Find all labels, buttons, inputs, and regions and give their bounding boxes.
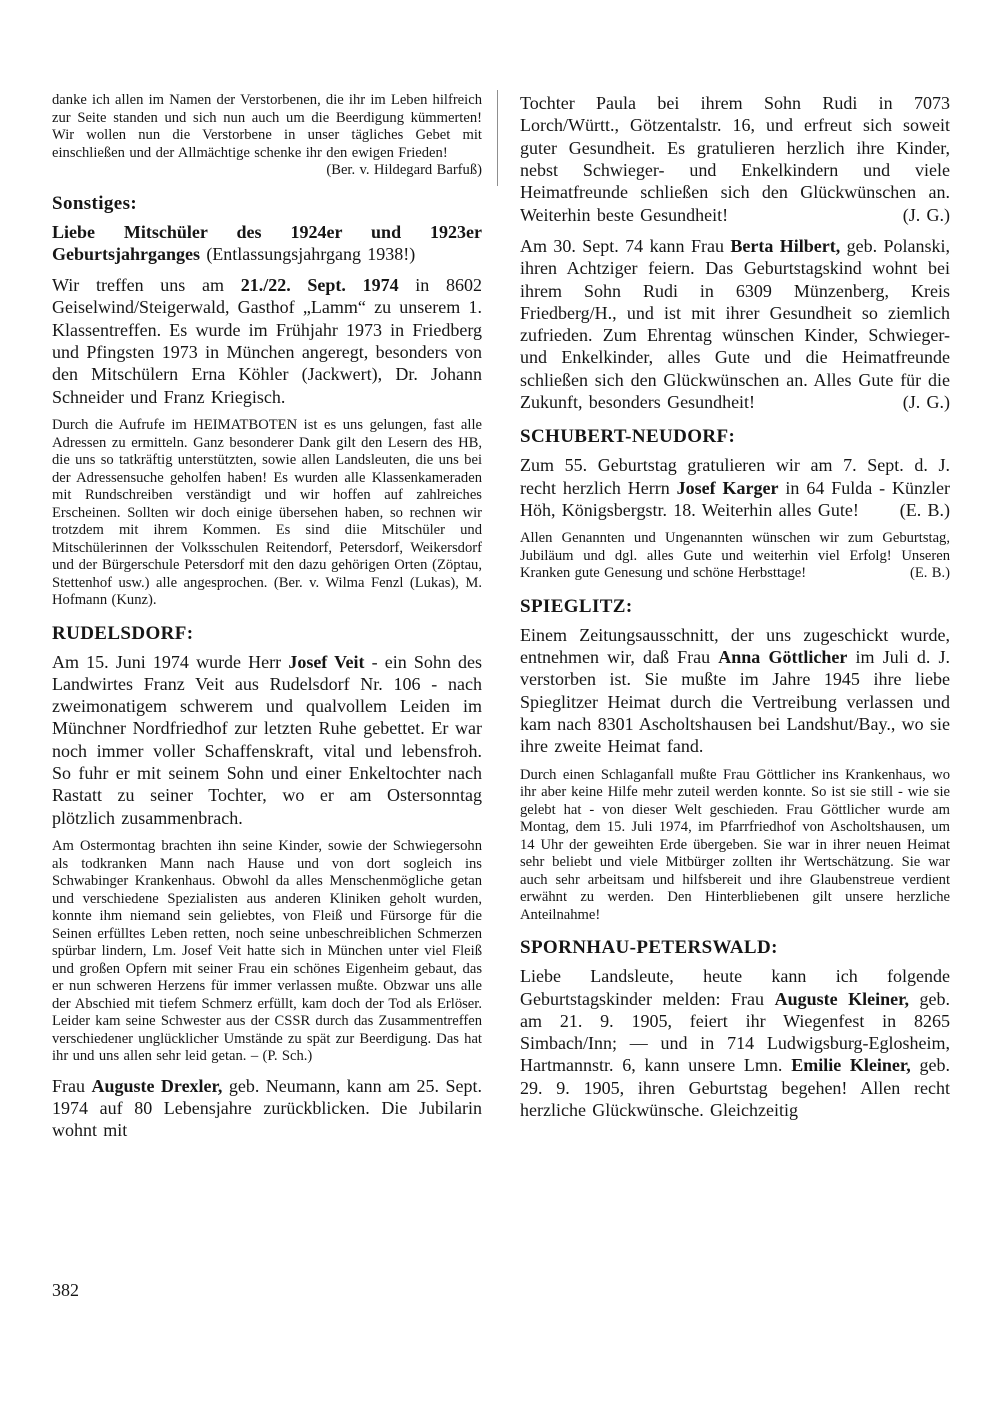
section-heading: SPIEGLITZ: (520, 595, 633, 617)
section-heading: SPORNHAU-PETERSWALD: (520, 937, 778, 959)
paragraph (520, 92, 950, 226)
bold-name-text: Berta Hilbert, (730, 235, 841, 256)
bold-name-text: Emilie Kleiner, (791, 1055, 911, 1076)
attribution-initials: (E. B.) (899, 500, 950, 520)
paragraph (520, 624, 950, 758)
text-run: Einem Zeitungsausschnitt, der uns zugeschickt wurde, entnehmen wir, daß Frau (520, 624, 950, 668)
text-run: Frau (52, 1075, 92, 1096)
section-heading: SCHUBERT-NEUDORF: (520, 426, 736, 448)
paragraph (520, 767, 950, 925)
text-run: Am 15. Juni 1974 wurde Herr (52, 651, 289, 672)
text-run: geb. 29. 9. 1905, ihren Geburtstag begehen! Allen recht herzliche Glückwünsche. Gleichzeitig (520, 1055, 950, 1121)
paragraph (520, 530, 950, 583)
two-column-layout (52, 92, 950, 1150)
bold-name-text: Josef Veit (288, 651, 365, 672)
paragraph (52, 838, 482, 1066)
text-run: Allen Genannten und Ungenannten wünschen wir zum Geburtstag, Jubiläum und dgl. alles Gute und weiterhin viel Erfolg! Unseren Kranken gute Genesung und schöne Herbsttage! (520, 530, 950, 582)
bold-name-text: Josef Karger (676, 477, 779, 498)
column-rule (497, 90, 498, 186)
bold-name-text: Auguste Drexler, (91, 1075, 223, 1096)
text-run: - ein Sohn des Landwirtes Franz Veit aus Rudelsdorf Nr. 106 - nach zweimonatigem schwerem und qualvollem Leiden im Münchner Nordfriedhof zur letzten Ruhe gebettet. Er war noch immer voller Schaffenskraft, vital und lebensfroh. So fuhr er mit seinem Sohn und einer Enkeltochter nach Rastatt zu seiner Tochter, wo er am Ostersonntag plötzlich zusammenbrach. (52, 651, 482, 828)
text-run: Durch die Aufrufe im HEIMATBOTEN ist es uns gelungen, fast alle Adressen zu ermitteln. Ganz besonderer Dank gilt den Lesern des HB, die uns so tatkräftig unterstützten, sowie allen Landsleuten, die uns bei der Adressensuche geholfen haben! Es wurden alle Klassenkameraden mit Rundschreiben verständigt und wir hoffen auf zahlreiches Erscheinen. Sollten wir doch einige übersehen haben, so rechnen wir trotzdem mit ihrem Kommen. Es sind diie Mitschüler und Mitschülerinnen der Volksschulen Reitendorf, Petersdorf, Weikersdorf und der Bürgerschule Petersdorf mit den dazu gehörigen Orten (Zöptau, Stettenhof usw.) alle angesprochen. (Ber. v. Wilma Fenzl (Lukas), M. Hofmann (Kunz). (52, 417, 482, 608)
text-run: danke ich allen im Namen der Verstorbenen, die ihr im Leben hilfreich zur Seite standen und sich nun auch um die Beerdigung kümmerten! Wir wollen nun die Verstorbene in unser tägliches Gebet mit einschließen und der Allmächtige schenke ihr den ewigen Frieden! (52, 92, 482, 161)
bold-name-text: Liebe Mitschüler des 1924er und 1923er Geburtsjahrganges (52, 221, 482, 264)
bold-name-text: 21./22. Sept. 1974 (240, 275, 399, 296)
text-run: (Entlassungsjahrgang 1938!) (206, 243, 416, 264)
text-run: Liebe Landsleute, heute kann ich folgende Geburtstagskinder melden: Frau (520, 966, 950, 1009)
page-number: 382 (52, 1280, 79, 1300)
paragraph (52, 221, 482, 266)
right-column (520, 92, 950, 1130)
bold-name-text: Auguste Kleiner, (774, 988, 909, 1009)
paragraph (520, 965, 950, 1121)
paragraph (52, 417, 482, 610)
text-run: Wir treffen uns am (52, 275, 241, 296)
text-run: geb. am 21. 9. 1905, feiert ihr Wiegenfest in 8265 Simbach/Inn; — und in 714 Ludwigsburg-Eglosheim, Hartmannstr. 6, kann unsere Lmn. (520, 988, 950, 1076)
text-run: geb. Polanski, ihren Achtziger feiern. Das Geburtstagskind wohnt bei ihrem Sohn Rudi in 6309 Münzenberg, Kreis Friedberg/H., und ist mit ihrer Gesundheit so ziemlich zufrieden. Zum Ehrentag wünschen Kinder, Schwieger- und Enkelkinder, alles Gute und die Heimatfreunde schließen sich den Glückwünschen an. Alles Gute für die Zukunft, besonders Gesundheit! (520, 235, 950, 413)
text-run: Zum 55. Geburtstag gratulieren wir am 7. Sept. d. J. recht herzlich Herrn (520, 455, 950, 498)
paragraph (52, 92, 482, 180)
bold-name-text: Anna Göttlicher (718, 647, 848, 668)
text-run: Durch einen Schlaganfall mußte Frau Göttlicher ins Krankenhaus, wo ihr aber keine Hilfe mehr zuteil werden konnte. So ist sie still - wie sie gelebt hat - von dieser Welt geschieden. Frau Göttlicher wurde am Montag, dem 15. Juli 1974, im Pfarrfriedhof von Ascholtshausen, um 14 Uhr der geweihten Erde übergeben. Sie war in ihrer neuen Heimat sehr beliebt und viele Mitbürger zollten ihr Wertschätzung. Sie war auch sehr arbeitsam und hilfsbereit und ihre Glaubenstreue verdient erwähnt zu werden. Den Hinterbliebenen gilt unsere herzliche Anteilnahme! (520, 766, 950, 923)
text-run: Tochter Paula bei ihrem Sohn Rudi in 7073 Lorch/Württ., Götzentalstr. 16, und erfreut sich soweit guter Gesundheit. Es gratulieren herzlich ihre Kinder, nebst Schwieger- und Enkelkindern und viele Heimatfreunde schließen sich den Glückwünschen an. Weiterhin beste Gesundheit! (520, 93, 950, 225)
section-heading: RUDELSDORF: (52, 622, 194, 644)
text-run: Am Ostermontag brachten ihn seine Kinder, sowie der Schwiegersohn als todkranken Mann nach Hause und von dort sogleich ins Schwabinger Krankenhaus. Obwohl da alles Menschenmögliche getan und verschiedene Spezialisten aus anderen Kliniken geholt wurden, konnte ihm niemand sein geliebtes, von Fleiß und Fürsorge für die Seinen erfülltes Leben retten, noch seine unbeschreiblichen Schmerzen spürbar lindern, Lm. Josef Veit hatte sich in München unter viel Fleiß und großen Opfern mit seiner Frau ein schönes Eigenheim gebaut, das er nun schweren Herzens für immer verlassen mußte. Obzwar uns alle der Abschied mit tiefem Schmerz erfüllt, kam doch der Tod als Erlöser. Leider kam seine Schwester aus der CSSR durch das Zusammentreffen verschiedener unglücklicher Umstände zu spät zur Beerdigung. Das hat ihr und uns allen sehr leid getan. – (P. Sch.) (52, 838, 482, 1064)
attribution-initials: (Ber. v. Hildegard Barfuß) (326, 162, 482, 178)
paragraph (520, 235, 950, 414)
attribution-initials: (J. G.) (902, 392, 950, 413)
attribution-initials: (E. B.) (909, 565, 950, 582)
section-heading: Sonstiges: (52, 192, 138, 214)
text-run: im Juli d. J. verstorben ist. Sie mußte im Jahre 1945 ihre liebe Spieglitzer Heimat durch die Vertreibung verlassen und kam nach 8301 Ascholtshausen bei Landshut/Bay., wo sie ihre zweite Heimat fand. (520, 647, 950, 757)
paragraph (52, 274, 482, 408)
text-run: geb. Neumann, kann am 25. Sept. 1974 auf 80 Lebensjahre zurückblicken. Die Jubilarin wohnt mit (52, 1075, 482, 1141)
paragraph (52, 1075, 482, 1142)
text-run: in 8602 Geiselwind/Steigerwald, Gasthof „Lamm“ zu unserem 1. Klassentreffen. Es wurde im Frühjahr 1973 in Friedberg und Pfingsten 1973 in München angeregt, besonders von den Mitschülern Erna Köhler (Jackwert), Dr. Johann Schneider und Franz Kriegisch. (52, 275, 482, 407)
paragraph (52, 651, 482, 830)
text-run: Am 30. Sept. 74 kann Frau (520, 235, 731, 256)
left-column (52, 92, 482, 1150)
paragraph (520, 454, 950, 521)
attribution-initials: (J. G.) (902, 204, 950, 225)
text-run: in 64 Fulda - Künzler Höh, Königsbergstr. 18. Weiterhin alles Gute! (520, 477, 950, 520)
